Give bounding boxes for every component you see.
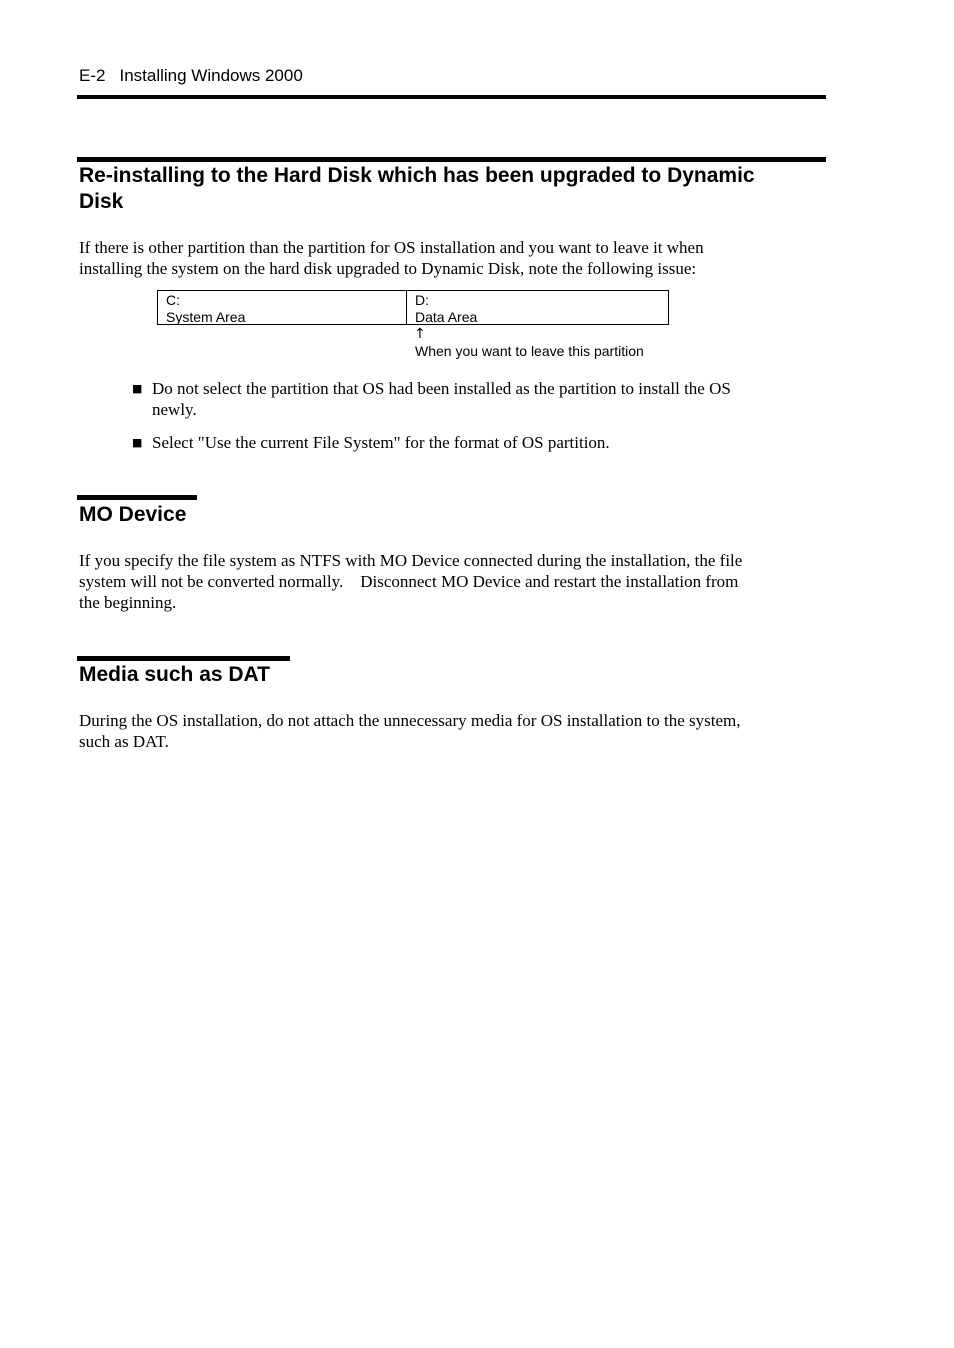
- square-bullet-icon: ■: [132, 436, 143, 449]
- section-rule-mo-device: [77, 495, 197, 500]
- list-item: [132, 378, 802, 420]
- paragraph-line-3: the beginning.: [79, 593, 177, 612]
- paragraph-line-2: such as DAT.: [79, 732, 169, 751]
- partition-d-label: Data Area: [415, 309, 478, 325]
- section-title-mo-device: MO Device: [79, 503, 187, 526]
- partition-c-drive: C:: [166, 292, 180, 308]
- page-header: [79, 66, 303, 86]
- media-dat-paragraph: [79, 710, 809, 752]
- section-title-media-dat: Media such as DAT: [79, 663, 270, 686]
- page-number: E-2: [79, 66, 106, 85]
- section-title-line-1: Re-installing to the Hard Disk which has been upgraded to Dynamic: [79, 164, 755, 187]
- paragraph-line-2: installing the system on the hard disk upgraded to Dynamic Disk, note the following issue:: [79, 259, 697, 278]
- partition-c: [158, 291, 407, 324]
- list-item-line-1: Do not select the partition that OS had been installed as the partition to install the OS: [152, 379, 731, 398]
- chapter-title: Installing Windows 2000: [119, 66, 303, 85]
- section-title-dynamic-disk: [79, 163, 755, 215]
- mo-device-paragraph: [79, 550, 809, 613]
- header-rule: [77, 95, 826, 99]
- paragraph-line-1: If you specify the file system as NTFS with MO Device connected during the installation, the file: [79, 551, 743, 570]
- paragraph-line-1: During the OS installation, do not attach the unnecessary media for OS installation to the system,: [79, 711, 741, 730]
- partition-d: [407, 291, 668, 324]
- list-item: [132, 432, 802, 453]
- dynamic-disk-paragraph: [79, 237, 809, 279]
- list-item-text: [152, 378, 731, 420]
- partition-note: When you want to leave this partition: [415, 343, 644, 359]
- up-arrow-icon: ↑: [414, 326, 426, 342]
- partition-d-drive: D:: [415, 292, 429, 308]
- partition-c-label: System Area: [166, 309, 246, 325]
- paragraph-line-2: system will not be converted normally. Disconnect MO Device and restart the installation from: [79, 572, 739, 591]
- paragraph-line-1: If there is other partition than the partition for OS installation and you want to leave it when: [79, 238, 704, 257]
- section-rule-dynamic-disk: [77, 157, 826, 162]
- partition-diagram: [157, 290, 669, 325]
- list-item-text: Select "Use the current File System" for the format of OS partition.: [152, 433, 610, 452]
- section-title-line-2: Disk: [79, 190, 124, 213]
- list-item-line-2: newly.: [152, 400, 197, 419]
- square-bullet-icon: ■: [132, 382, 143, 395]
- section-rule-media-dat: [77, 656, 290, 661]
